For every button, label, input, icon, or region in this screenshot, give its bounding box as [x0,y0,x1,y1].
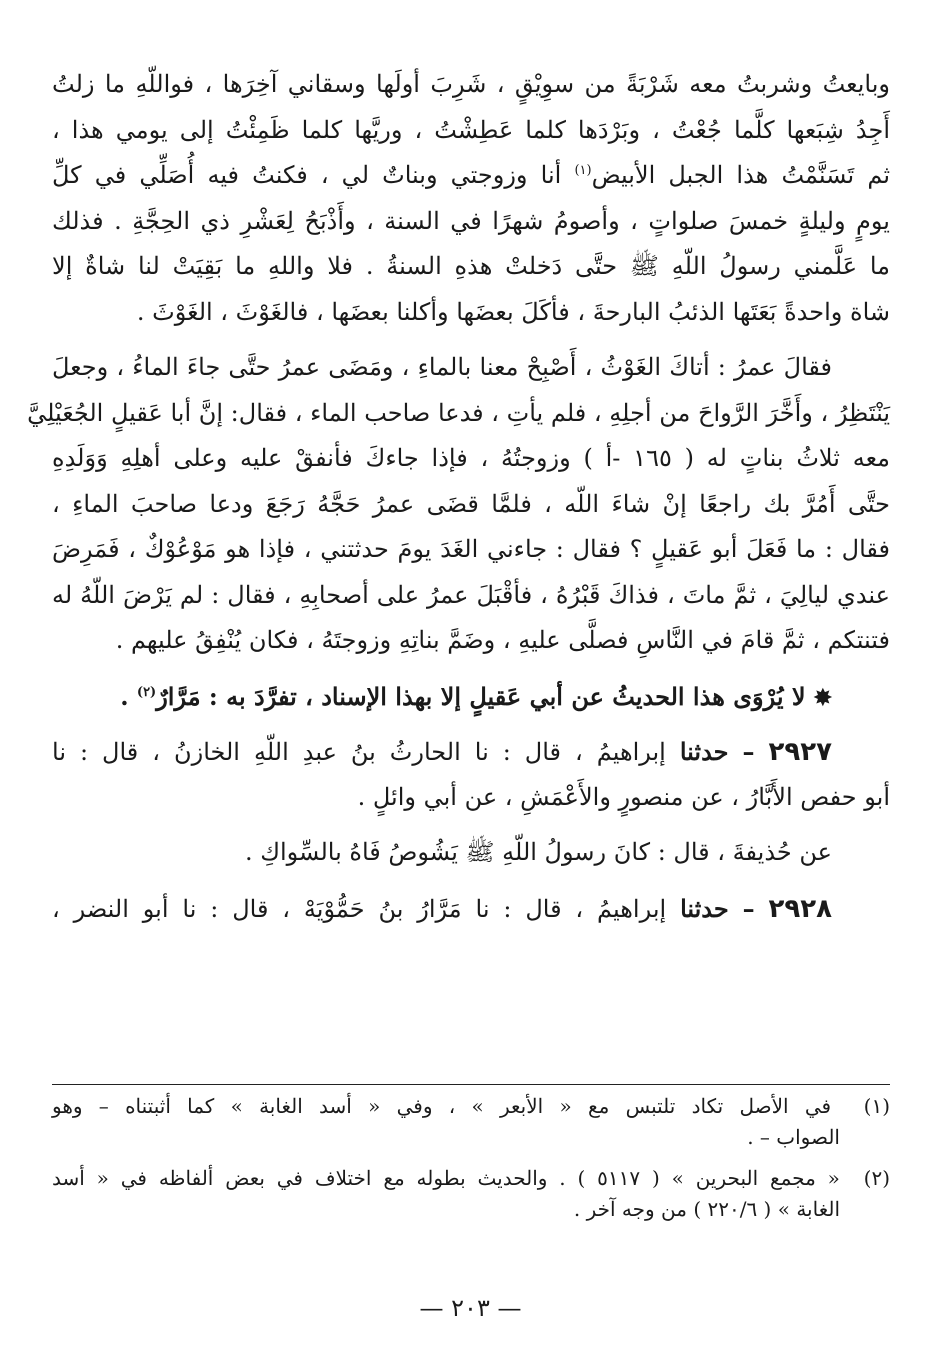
hadith-dash: – [742,737,755,766]
hadith-number: ٢٩٢٧ [768,737,832,767]
text-line: حتَّى أَمُرَّ بك راجعًا إنْ شاءَ اللّه ، فلمَّا قضَى عمرُ حَجَّهُ رَجَعَ ودعا صاحبَ الماءِ ، [52,489,890,518]
footnote-line: الصواب – . [747,1125,840,1149]
narration-note [52,674,890,720]
footnote-number: (٢) [863,1166,890,1190]
footnote-2 [52,1163,890,1225]
text-line: فقال : ما فَعَلَ أبو عَقيلٍ ؟ فقال : جاءني الغَدَ يومَ حدثتني ، فإذا هو مَوْعُوْكٌ ، فَمَرِضَ [52,535,890,563]
text-line: أبو حفص الأَبَّارُ ، عن منصورٍ والأَعْمَشِ ، عن أبي وائلٍ . [357,782,890,811]
text-segment: أنا وزوجتي وبناتٌ لي ، فكنتُ فيه أُصَلِّي في كلِّ [52,161,562,189]
text-line [52,729,890,775]
text-line: وبايعتُ وشربتُ معه شَرْبَةً من سوِيْقٍ ، شَرِبَ أولَها وسقاني آخِرَها ، فواللّهِ ما زلتُ [52,70,890,98]
footnote-divider [52,1084,890,1085]
footnote-text: في الأصل تكاد تلتبس مع « الأبعر » ، وفي « أسد الغابة » كما أثبتناه – وهو [52,1094,832,1118]
paragraph-1 [52,62,890,335]
text-line [52,886,890,932]
footnote-number: (١) [863,1094,891,1118]
footnote-1 [52,1091,890,1153]
hadith-2928 [52,886,890,932]
text-line: أَجِدُ شِبَعها كلَّما جُعْتُ ، وبَرْدَها كلما عَطِشْتُ ، وريَّها كلما ظَمِئْتُ إلى يومي هذا ، [52,115,890,144]
text-line: فتنتكم ، ثمَّ قامَ في النَّاسِ فصلَّى عليهِ ، وضَمَّ بناتِهِ وزوجتَهُ ، فكان يُنْفِقُ عليهم . [115,626,890,654]
page-number: — ٢٠٣ — [419,1294,522,1322]
footnote-text: « مجمع البحرين » ( ٥١١٧ ) . والحديث بطوله مع اختلاف في بعض ألفاظه في « أسد [52,1166,840,1190]
text-line: فقالَ عمرُ : أتاكَ الغَوْثُ ، أَصْبِحْ معنا بالماءِ ، ومَضَى عمرُ حتَّى جاءَ الماءُ ، وجعلَ [52,353,832,381]
text-line: عندي ليالِيَ ، ثمَّ ماتَ ، فذاكَ قَبْرُهُ ، فأقْبَلَ عمرُ على أصحابِهِ ، فقال : لم يَرْضَ اللّهُ له [52,580,890,609]
hadith-label: حدثنا [679,737,729,766]
narration-note-line [52,674,890,720]
narration-note-text: لا يُرْوَى هذا الحديثُ عن أبي عَقيلٍ إلا بهذا الإسناد ، تفرَّدَ به : مَرَّارٌ [156,681,806,711]
text-segment: إبراهيمُ ، قال : نا الحارثُ بنُ عبدِ اللّهِ الخازنُ ، قال : نا [52,738,666,766]
text-line: معه ثلاثُ بناتٍ له ( ١٦٥ -أ ) وزوجتُهُ ، فإذا جاءكَ فأنفقْ عليه وعلى أهلِهِ وَوَلَدِهِ [52,444,890,472]
hadith-label: حدثنا [680,893,729,923]
footnote-ref-2: (٢) [136,684,157,700]
main-text [27,62,890,931]
text-line: ما عَلَّمني رسولُ اللّهِ ﷺ حتَّى دَخلتْ هذهِ السنةُ . فلا واللهِ ما بَقِيَتْ لنا شاةٌ إلا [52,252,890,280]
narration-note-end: . [120,681,129,711]
text-segment: إبراهيمُ ، قال : نا مَرَّارُ بنُ حَمُّوْيَهْ ، قال : نا أبو النضر ، [52,894,667,923]
text-line: يَنْتَظِرُ ، وأَخَّرَ الرَّواحَ من أجلِهِ ، فلم يأتِ ، فدعا صاحب الماء ، فقال: إنَّ أبا عَقيلٍ الجُعَيْلِيَّ [27,398,890,427]
text-line [52,153,890,199]
hadith-dash: – [742,893,755,923]
text-line: عن حُذيفةَ ، قال : كانَ رسولُ اللّهِ ﷺ يَشُوصُ فَاهُ بالسِّواكِ . [244,838,832,866]
footnote-line [52,1091,890,1122]
hadith-number: ٢٩٢٨ [768,893,832,924]
footnote-line: الغابة » ( ٢٢٠/٦ ) من وجه آخر . [573,1197,840,1221]
text-line: شاة واحدةً بَعَتَها الذئبُ البارحةَ ، فأكَلَ بعضَها وأكلنا بعضَها ، فالغَوْثَ ، الغَوْثَ . [136,297,890,326]
footnote-ref-1: (١) [574,163,592,178]
paragraph-2 [27,345,890,664]
text-line: يومٍ وليلةٍ خمسَ صلواتٍ ، وأصومُ شهرًا في السنة ، وأَذْبَحُ لِعَشْرِ ذي الحِجَّةِ . فذلك [52,206,890,235]
footnote-line [52,1163,890,1194]
hadith-2927 [52,729,890,876]
text-segment: ثم تَسَنَّمْتُ هذا الجبل الأبيض [591,161,890,189]
footnotes [52,1091,890,1225]
star-icon: ✸ [813,684,832,711]
